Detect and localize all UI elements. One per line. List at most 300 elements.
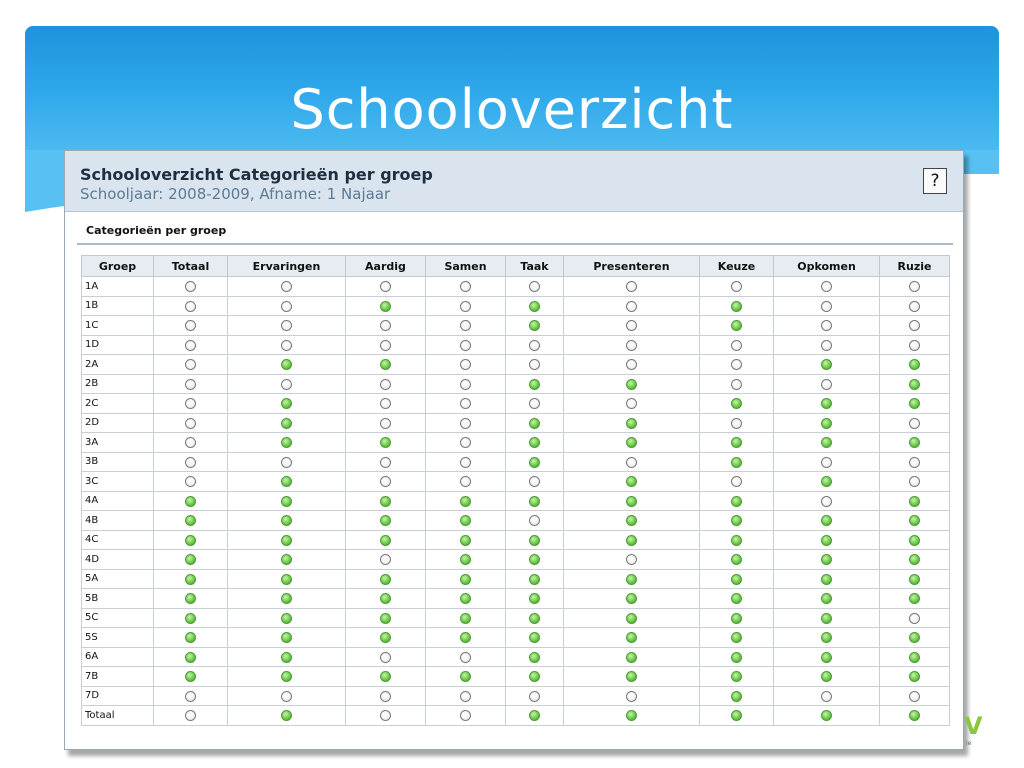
radio-selected-icon[interactable]: [626, 593, 637, 604]
radio-selected-icon[interactable]: [821, 418, 832, 429]
radio-selected-icon[interactable]: [380, 613, 391, 624]
table-header-row: [82, 256, 950, 277]
radio-cell: [506, 491, 564, 511]
radio-unselected-icon[interactable]: [380, 554, 391, 565]
radio-selected-icon[interactable]: [185, 574, 196, 585]
radio-selected-icon[interactable]: [821, 359, 832, 370]
radio-selected-icon[interactable]: [626, 535, 637, 546]
radio-cell: [506, 394, 564, 414]
radio-unselected-icon[interactable]: [529, 515, 540, 526]
radio-unselected-icon[interactable]: [460, 379, 471, 390]
radio-unselected-icon[interactable]: [185, 379, 196, 390]
radio-selected-icon[interactable]: [626, 671, 637, 682]
radio-selected-icon[interactable]: [281, 613, 292, 624]
radio-unselected-icon[interactable]: [380, 691, 391, 702]
radio-unselected-icon[interactable]: [460, 437, 471, 448]
radio-unselected-icon[interactable]: [281, 340, 292, 351]
radio-cell: [774, 316, 880, 336]
radio-unselected-icon[interactable]: [529, 476, 540, 487]
radio-unselected-icon[interactable]: [460, 398, 471, 409]
radio-selected-icon[interactable]: [821, 535, 832, 546]
radio-selected-icon[interactable]: [626, 496, 637, 507]
radio-selected-icon[interactable]: [380, 515, 391, 526]
radio-selected-icon[interactable]: [909, 593, 920, 604]
radio-cell: [506, 569, 564, 589]
radio-unselected-icon[interactable]: [380, 398, 391, 409]
radio-cell: [506, 530, 564, 550]
radio-selected-icon[interactable]: [380, 632, 391, 643]
radio-cell: [228, 413, 346, 433]
radio-unselected-icon[interactable]: [821, 379, 832, 390]
radio-selected-icon[interactable]: [909, 574, 920, 585]
radio-unselected-icon[interactable]: [185, 281, 196, 292]
radio-unselected-icon[interactable]: [731, 418, 742, 429]
radio-selected-icon[interactable]: [185, 535, 196, 546]
row-label: 1C: [82, 316, 154, 336]
column-header: Groep: [82, 256, 154, 277]
radio-cell: [700, 433, 774, 453]
radio-cell: [426, 491, 506, 511]
radio-unselected-icon[interactable]: [821, 691, 832, 702]
radio-cell: [506, 706, 564, 726]
radio-selected-icon[interactable]: [821, 437, 832, 448]
row-label: 5S: [82, 628, 154, 648]
radio-cell: [154, 608, 228, 628]
radio-selected-icon[interactable]: [909, 496, 920, 507]
radio-cell: [774, 413, 880, 433]
radio-selected-icon[interactable]: [185, 613, 196, 624]
radio-selected-icon[interactable]: [380, 535, 391, 546]
radio-unselected-icon[interactable]: [185, 320, 196, 331]
radio-cell: [564, 296, 700, 316]
radio-selected-icon[interactable]: [460, 574, 471, 585]
radio-cell: [774, 667, 880, 687]
radio-cell: [426, 667, 506, 687]
radio-unselected-icon[interactable]: [909, 418, 920, 429]
radio-cell: [880, 706, 950, 726]
radio-selected-icon[interactable]: [529, 535, 540, 546]
radio-cell: [426, 335, 506, 355]
radio-selected-icon[interactable]: [909, 515, 920, 526]
radio-cell: [426, 316, 506, 336]
radio-selected-icon[interactable]: [626, 710, 637, 721]
radio-cell: [154, 335, 228, 355]
radio-unselected-icon[interactable]: [460, 457, 471, 468]
radio-cell: [426, 296, 506, 316]
radio-selected-icon[interactable]: [185, 652, 196, 663]
radio-unselected-icon[interactable]: [909, 320, 920, 331]
radio-selected-icon[interactable]: [460, 496, 471, 507]
radio-selected-icon[interactable]: [731, 632, 742, 643]
radio-unselected-icon[interactable]: [909, 281, 920, 292]
radio-selected-icon[interactable]: [529, 710, 540, 721]
radio-selected-icon[interactable]: [529, 320, 540, 331]
radio-selected-icon[interactable]: [460, 515, 471, 526]
radio-cell: [880, 530, 950, 550]
radio-selected-icon[interactable]: [529, 457, 540, 468]
radio-unselected-icon[interactable]: [909, 340, 920, 351]
radio-unselected-icon[interactable]: [185, 476, 196, 487]
radio-selected-icon[interactable]: [731, 515, 742, 526]
radio-selected-icon[interactable]: [281, 476, 292, 487]
radio-cell: [774, 530, 880, 550]
radio-unselected-icon[interactable]: [529, 359, 540, 370]
radio-selected-icon[interactable]: [821, 398, 832, 409]
radio-selected-icon[interactable]: [626, 379, 637, 390]
radio-selected-icon[interactable]: [731, 320, 742, 331]
radio-selected-icon[interactable]: [909, 554, 920, 565]
radio-selected-icon[interactable]: [821, 632, 832, 643]
radio-selected-icon[interactable]: [281, 359, 292, 370]
section-title: Categorieën per groep: [86, 224, 227, 237]
radio-unselected-icon[interactable]: [281, 320, 292, 331]
radio-selected-icon[interactable]: [731, 691, 742, 702]
radio-selected-icon[interactable]: [731, 593, 742, 604]
radio-cell: [154, 374, 228, 394]
radio-unselected-icon[interactable]: [909, 613, 920, 624]
radio-selected-icon[interactable]: [529, 671, 540, 682]
radio-unselected-icon[interactable]: [460, 652, 471, 663]
radio-unselected-icon[interactable]: [460, 281, 471, 292]
radio-cell: [564, 550, 700, 570]
radio-unselected-icon[interactable]: [731, 379, 742, 390]
radio-unselected-icon[interactable]: [380, 652, 391, 663]
radio-selected-icon[interactable]: [460, 632, 471, 643]
radio-selected-icon[interactable]: [821, 613, 832, 624]
column-header: Ruzie: [880, 256, 950, 277]
radio-selected-icon[interactable]: [626, 632, 637, 643]
radio-unselected-icon[interactable]: [626, 457, 637, 468]
radio-selected-icon[interactable]: [281, 671, 292, 682]
table-row: [82, 608, 950, 628]
radio-cell: [154, 530, 228, 550]
radio-unselected-icon[interactable]: [185, 398, 196, 409]
help-button[interactable]: ?: [923, 168, 947, 194]
radio-selected-icon[interactable]: [909, 437, 920, 448]
radio-unselected-icon[interactable]: [731, 359, 742, 370]
radio-cell: [346, 647, 426, 667]
radio-cell: [154, 667, 228, 687]
radio-unselected-icon[interactable]: [731, 281, 742, 292]
radio-selected-icon[interactable]: [380, 359, 391, 370]
radio-selected-icon[interactable]: [460, 593, 471, 604]
radio-unselected-icon[interactable]: [821, 340, 832, 351]
radio-selected-icon[interactable]: [281, 632, 292, 643]
radio-selected-icon[interactable]: [281, 593, 292, 604]
radio-selected-icon[interactable]: [380, 574, 391, 585]
column-header: Aardig: [346, 256, 426, 277]
radio-cell: [774, 491, 880, 511]
radio-cell: [346, 355, 426, 375]
radio-cell: [228, 550, 346, 570]
radio-unselected-icon[interactable]: [380, 320, 391, 331]
radio-cell: [346, 491, 426, 511]
radio-cell: [700, 472, 774, 492]
radio-selected-icon[interactable]: [529, 437, 540, 448]
radio-cell: [228, 452, 346, 472]
radio-unselected-icon[interactable]: [185, 457, 196, 468]
table-row: [82, 316, 950, 336]
radio-selected-icon[interactable]: [731, 554, 742, 565]
radio-unselected-icon[interactable]: [909, 476, 920, 487]
radio-cell: [880, 686, 950, 706]
radio-unselected-icon[interactable]: [821, 496, 832, 507]
radio-cell: [506, 589, 564, 609]
radio-selected-icon[interactable]: [281, 515, 292, 526]
radio-selected-icon[interactable]: [731, 457, 742, 468]
radio-unselected-icon[interactable]: [909, 301, 920, 312]
radio-unselected-icon[interactable]: [380, 418, 391, 429]
radio-cell: [774, 335, 880, 355]
radio-selected-icon[interactable]: [731, 301, 742, 312]
radio-selected-icon[interactable]: [731, 574, 742, 585]
radio-cell: [880, 608, 950, 628]
radio-unselected-icon[interactable]: [821, 281, 832, 292]
radio-selected-icon[interactable]: [185, 496, 196, 507]
radio-unselected-icon[interactable]: [380, 476, 391, 487]
radio-unselected-icon[interactable]: [281, 379, 292, 390]
radio-selected-icon[interactable]: [821, 593, 832, 604]
radio-unselected-icon[interactable]: [281, 281, 292, 292]
radio-selected-icon[interactable]: [626, 515, 637, 526]
radio-selected-icon[interactable]: [909, 535, 920, 546]
radio-selected-icon[interactable]: [281, 652, 292, 663]
radio-selected-icon[interactable]: [185, 554, 196, 565]
radio-unselected-icon[interactable]: [909, 457, 920, 468]
radio-unselected-icon[interactable]: [460, 359, 471, 370]
radio-selected-icon[interactable]: [731, 652, 742, 663]
radio-unselected-icon[interactable]: [626, 320, 637, 331]
radio-cell: [346, 686, 426, 706]
radio-selected-icon[interactable]: [460, 535, 471, 546]
radio-unselected-icon[interactable]: [529, 281, 540, 292]
table-row: [82, 686, 950, 706]
radio-selected-icon[interactable]: [529, 574, 540, 585]
radio-unselected-icon[interactable]: [731, 476, 742, 487]
radio-cell: [426, 628, 506, 648]
radio-cell: [154, 511, 228, 531]
radio-unselected-icon[interactable]: [460, 476, 471, 487]
radio-selected-icon[interactable]: [821, 476, 832, 487]
radio-selected-icon[interactable]: [731, 671, 742, 682]
radio-cell: [426, 472, 506, 492]
radio-cell: [880, 355, 950, 375]
radio-unselected-icon[interactable]: [460, 320, 471, 331]
radio-cell: [346, 706, 426, 726]
radio-selected-icon[interactable]: [731, 437, 742, 448]
radio-cell: [228, 433, 346, 453]
radio-unselected-icon[interactable]: [626, 340, 637, 351]
radio-unselected-icon[interactable]: [185, 691, 196, 702]
radio-selected-icon[interactable]: [281, 574, 292, 585]
radio-cell: [564, 374, 700, 394]
radio-selected-icon[interactable]: [909, 671, 920, 682]
radio-selected-icon[interactable]: [281, 496, 292, 507]
radio-cell: [426, 647, 506, 667]
radio-selected-icon[interactable]: [529, 418, 540, 429]
radio-unselected-icon[interactable]: [529, 398, 540, 409]
radio-cell: [880, 413, 950, 433]
radio-cell: [228, 608, 346, 628]
radio-cell: [880, 277, 950, 297]
radio-selected-icon[interactable]: [380, 593, 391, 604]
radio-selected-icon[interactable]: [909, 398, 920, 409]
radio-selected-icon[interactable]: [281, 418, 292, 429]
radio-unselected-icon[interactable]: [460, 301, 471, 312]
radio-cell: [426, 394, 506, 414]
radio-selected-icon[interactable]: [185, 515, 196, 526]
radio-selected-icon[interactable]: [460, 554, 471, 565]
radio-selected-icon[interactable]: [626, 476, 637, 487]
radio-cell: [564, 335, 700, 355]
radio-selected-icon[interactable]: [626, 418, 637, 429]
radio-selected-icon[interactable]: [909, 710, 920, 721]
radio-selected-icon[interactable]: [909, 632, 920, 643]
radio-unselected-icon[interactable]: [626, 301, 637, 312]
radio-unselected-icon[interactable]: [380, 281, 391, 292]
radio-cell: [564, 433, 700, 453]
radio-unselected-icon[interactable]: [185, 418, 196, 429]
radio-selected-icon[interactable]: [185, 671, 196, 682]
radio-selected-icon[interactable]: [626, 437, 637, 448]
radio-unselected-icon[interactable]: [380, 457, 391, 468]
radio-unselected-icon[interactable]: [185, 301, 196, 312]
radio-selected-icon[interactable]: [460, 671, 471, 682]
radio-selected-icon[interactable]: [529, 554, 540, 565]
radio-cell: [774, 550, 880, 570]
radio-selected-icon[interactable]: [909, 359, 920, 370]
radio-unselected-icon[interactable]: [626, 398, 637, 409]
radio-unselected-icon[interactable]: [626, 691, 637, 702]
radio-selected-icon[interactable]: [185, 632, 196, 643]
radio-cell: [880, 472, 950, 492]
radio-selected-icon[interactable]: [731, 613, 742, 624]
radio-unselected-icon[interactable]: [380, 340, 391, 351]
radio-cell: [700, 550, 774, 570]
radio-selected-icon[interactable]: [529, 301, 540, 312]
radio-selected-icon[interactable]: [529, 652, 540, 663]
radio-unselected-icon[interactable]: [626, 281, 637, 292]
radio-unselected-icon[interactable]: [281, 457, 292, 468]
radio-unselected-icon[interactable]: [281, 301, 292, 312]
row-label: 4D: [82, 550, 154, 570]
radio-selected-icon[interactable]: [626, 613, 637, 624]
radio-cell: [700, 569, 774, 589]
radio-selected-icon[interactable]: [821, 515, 832, 526]
radio-unselected-icon[interactable]: [460, 691, 471, 702]
radio-selected-icon[interactable]: [626, 574, 637, 585]
radio-unselected-icon[interactable]: [185, 340, 196, 351]
radio-selected-icon[interactable]: [821, 710, 832, 721]
radio-cell: [564, 667, 700, 687]
radio-cell: [506, 316, 564, 336]
radio-cell: [564, 530, 700, 550]
radio-selected-icon[interactable]: [281, 398, 292, 409]
radio-selected-icon[interactable]: [529, 496, 540, 507]
radio-selected-icon[interactable]: [821, 574, 832, 585]
radio-selected-icon[interactable]: [731, 496, 742, 507]
panel-title: Schooloverzicht Categorieën per groep: [80, 165, 433, 184]
radio-selected-icon[interactable]: [821, 554, 832, 565]
section-divider: [77, 243, 953, 245]
radio-selected-icon[interactable]: [185, 593, 196, 604]
radio-selected-icon[interactable]: [529, 613, 540, 624]
radio-cell: [228, 374, 346, 394]
radio-unselected-icon[interactable]: [380, 379, 391, 390]
radio-cell: [880, 550, 950, 570]
radio-unselected-icon[interactable]: [821, 301, 832, 312]
radio-unselected-icon[interactable]: [380, 710, 391, 721]
radio-selected-icon[interactable]: [380, 671, 391, 682]
radio-cell: [774, 589, 880, 609]
radio-selected-icon[interactable]: [821, 652, 832, 663]
radio-cell: [506, 550, 564, 570]
radio-cell: [774, 374, 880, 394]
radio-selected-icon[interactable]: [529, 379, 540, 390]
radio-cell: [228, 686, 346, 706]
radio-unselected-icon[interactable]: [460, 340, 471, 351]
radio-unselected-icon[interactable]: [185, 359, 196, 370]
radio-unselected-icon[interactable]: [909, 691, 920, 702]
radio-unselected-icon[interactable]: [529, 340, 540, 351]
radio-cell: [564, 394, 700, 414]
radio-cell: [154, 394, 228, 414]
radio-cell: [426, 277, 506, 297]
radio-selected-icon[interactable]: [281, 437, 292, 448]
radio-selected-icon[interactable]: [380, 496, 391, 507]
radio-unselected-icon[interactable]: [529, 691, 540, 702]
radio-selected-icon[interactable]: [909, 379, 920, 390]
radio-unselected-icon[interactable]: [185, 710, 196, 721]
radio-cell: [564, 608, 700, 628]
radio-selected-icon[interactable]: [529, 593, 540, 604]
radio-selected-icon[interactable]: [626, 652, 637, 663]
radio-selected-icon[interactable]: [731, 398, 742, 409]
radio-unselected-icon[interactable]: [460, 710, 471, 721]
radio-selected-icon[interactable]: [281, 554, 292, 565]
radio-cell: [700, 491, 774, 511]
radio-cell: [564, 628, 700, 648]
radio-cell: [154, 296, 228, 316]
radio-selected-icon[interactable]: [529, 632, 540, 643]
radio-selected-icon[interactable]: [281, 535, 292, 546]
radio-unselected-icon[interactable]: [626, 554, 637, 565]
radio-cell: [426, 511, 506, 531]
radio-unselected-icon[interactable]: [821, 320, 832, 331]
column-header: Keuze: [700, 256, 774, 277]
radio-selected-icon[interactable]: [380, 437, 391, 448]
radio-unselected-icon[interactable]: [460, 418, 471, 429]
radio-cell: [346, 667, 426, 687]
radio-unselected-icon[interactable]: [821, 457, 832, 468]
radio-cell: [880, 647, 950, 667]
radio-selected-icon[interactable]: [731, 535, 742, 546]
radio-selected-icon[interactable]: [909, 652, 920, 663]
radio-unselected-icon[interactable]: [731, 340, 742, 351]
radio-selected-icon[interactable]: [460, 613, 471, 624]
column-header: Taak: [506, 256, 564, 277]
radio-selected-icon[interactable]: [281, 710, 292, 721]
radio-cell: [880, 511, 950, 531]
radio-selected-icon[interactable]: [821, 671, 832, 682]
radio-cell: [700, 589, 774, 609]
radio-selected-icon[interactable]: [380, 301, 391, 312]
row-label: 3A: [82, 433, 154, 453]
radio-unselected-icon[interactable]: [185, 437, 196, 448]
radio-selected-icon[interactable]: [731, 710, 742, 721]
radio-unselected-icon[interactable]: [281, 691, 292, 702]
radio-unselected-icon[interactable]: [626, 359, 637, 370]
